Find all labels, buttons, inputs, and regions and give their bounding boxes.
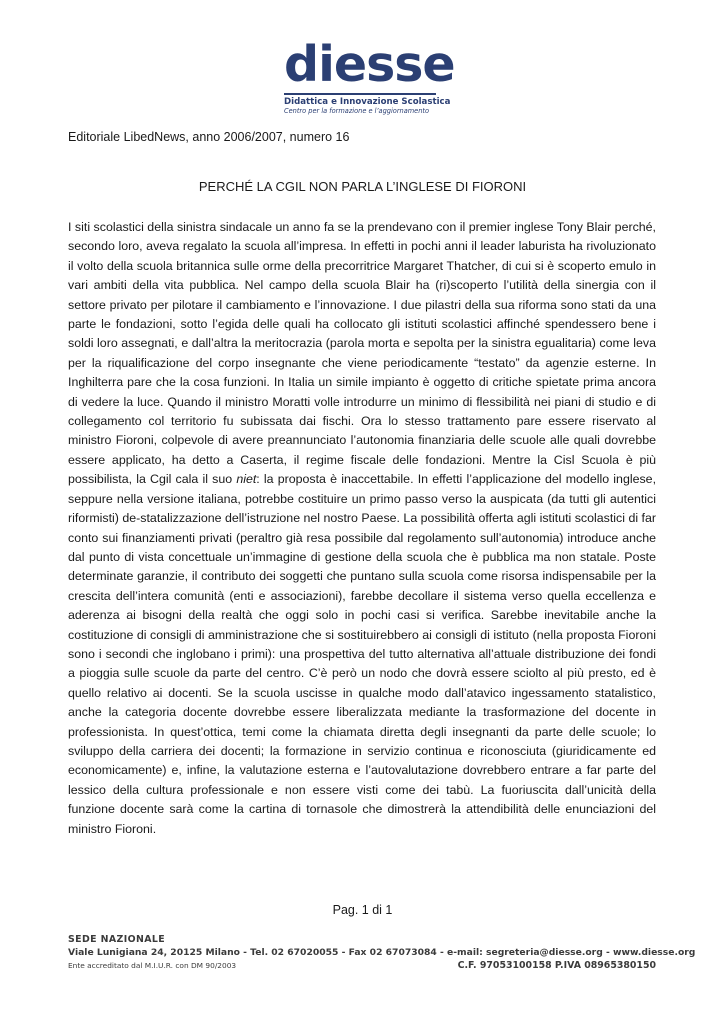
article-body-part-2: : la proposta è inaccettabile. In effetti l’applicazione del modello inglese, seppure nella versione italiana, potrebbe costituire un primo passo verso la auspicata (da tutti gli autentici riformisti) de-statalizzazione dell’istruzione nel nostro Paese. La possibilità offerta agli istituti scolastici di far conto sui finanziamenti privati (peraltro già resa possibile dal regolamento sull’autonomia) introduce anche dal punto di vista concettuale un’immagine di gestione della scuola che è pubblica ma non statale. Poste determinate garanzie, il contributo dei soggetti che puntano sulla scuola come risorsa indispensabile per la crescita dell’intera comunità (enti e associazioni), farebbe decollare il sistema verso quella eccellenza e aderenza ai bisogni della realtà che oggi solo in pochi casi si verifica. Sarebbe inevitabile anche la costituzione di consigli di amministrazione che si sostituirebbero ai consigli di istituto (nella proposta Fioroni sono i secondi che inglobano i primi): una prospettiva del tutto alternativa all’attuale distribuzione dei fondi a pioggia sulle scuole da parte del centro. C’è però un nodo che dovrà essere sciolto al più presto, ed è quello relativo ai docenti. Se la scuola uscisse in qualche modo dall’atavico ingessamento statalistico, anche la categoria docente dovrebbe essere liberalizzata mediante la trasformazione del docente in professionista. In quest’ottica, temi come la chiamata diretta degli insegnanti da parte delle scuole; lo sviluppo della carriera dei docenti; la formazione in servizio continua e riconosciuta (giuridicamente ed economicamente) e, infine, la valutazione esterna e l’autovalutazione dovrebbero entrare a far parte del lessico della cultura professionale e non essere visti come dei tabù. La fuoriuscita dall’unicità della funzione docente sarà come la cartina di tornasole che dimostrerà la attendibilità delle enunciazioni del ministro Fioroni. bbox=[68, 472, 657, 836]
logo-subtagline: Centro per la formazione e l’aggiornamento bbox=[284, 107, 430, 115]
article-body-italic-word: niet bbox=[236, 472, 257, 487]
logo-wordmark: diesse bbox=[284, 36, 455, 93]
page-number: Pag. 1 di 1 bbox=[332, 903, 393, 917]
logo-tagline: Didattica e Innovazione Scolastica bbox=[284, 97, 451, 107]
footer-bottom-row bbox=[68, 960, 656, 971]
article-body bbox=[68, 218, 656, 839]
page-footer bbox=[68, 933, 696, 971]
footer-address: Viale Lunigiana 24, 20125 Milano - Tel. 02 67020055 - Fax 02 67073084 - e-mail: segreteria@diesse.org - www.diesse.org bbox=[68, 947, 696, 958]
article-title: PERCHÉ LA CGIL NON PARLA L’INGLESE DI FIORONI bbox=[198, 179, 527, 194]
footer-accreditation: Ente accreditato dal M.I.U.R. con DM 90/2003 bbox=[68, 961, 237, 970]
footer-fiscal-ids: C.F. 97053100158 P.IVA 08965380150 bbox=[457, 960, 656, 971]
article-body-part-1: I siti scolastici della sinistra sindacale un anno fa se la prendevano con il premier inglese Tony Blair perché, secondo loro, aveva regalato la scuola all’impresa. In effetti in pochi anni il leader laburista ha rivoluzionato il volto della scuola britannica sulle orme della precorritrice Margaret Thatcher, di cui si è scoperto emulo in vari ambiti della vita pubblica. Nel campo della scuola Blair ha (ri)scoperto l’utilità della sinergia con il settore privato per pilotare il cambiamento e l’innovazione. I due pilastri della sua riforma sono stati da una parte le fondazioni, sotto l’egida delle quali ha collocato gli istituti scolastici affinché spendessero bene i soldi loro assegnati, e dall’altra la meritocrazia (parola morta e sepolta per la sinistra egualitaria) come leva per la riqualificazione del corpo insegnante che viene periodicamente “testato” da agenzie esterne. In Inghilterra pare che la cosa funzioni. In Italia un simile impianto è oggetto di critiche spietate prima ancora di vedere la luce. Quando il ministro Moratti volle introdurre un minimo di flessibilità nei piani di studio e di collegamento col territorio fu subissata dai fischi. Ora lo stesso trattamento pare essere riservato al ministro Fioroni, colpevole di avere preannunciato l’autonomia finanziaria delle scuole alle quali dovrebbe essere applicato, ha detto a Caserta, il regime fiscale delle fondazioni. Mentre la Cisl Scuola è più possibilista, la Cgil cala il suo bbox=[68, 220, 656, 487]
footer-title: SEDE NAZIONALE bbox=[68, 934, 166, 945]
diesse-logo bbox=[284, 36, 455, 115]
logo-divider bbox=[284, 93, 436, 95]
editorial-reference: Editoriale LibedNews, anno 2006/2007, numero 16 bbox=[68, 130, 350, 144]
